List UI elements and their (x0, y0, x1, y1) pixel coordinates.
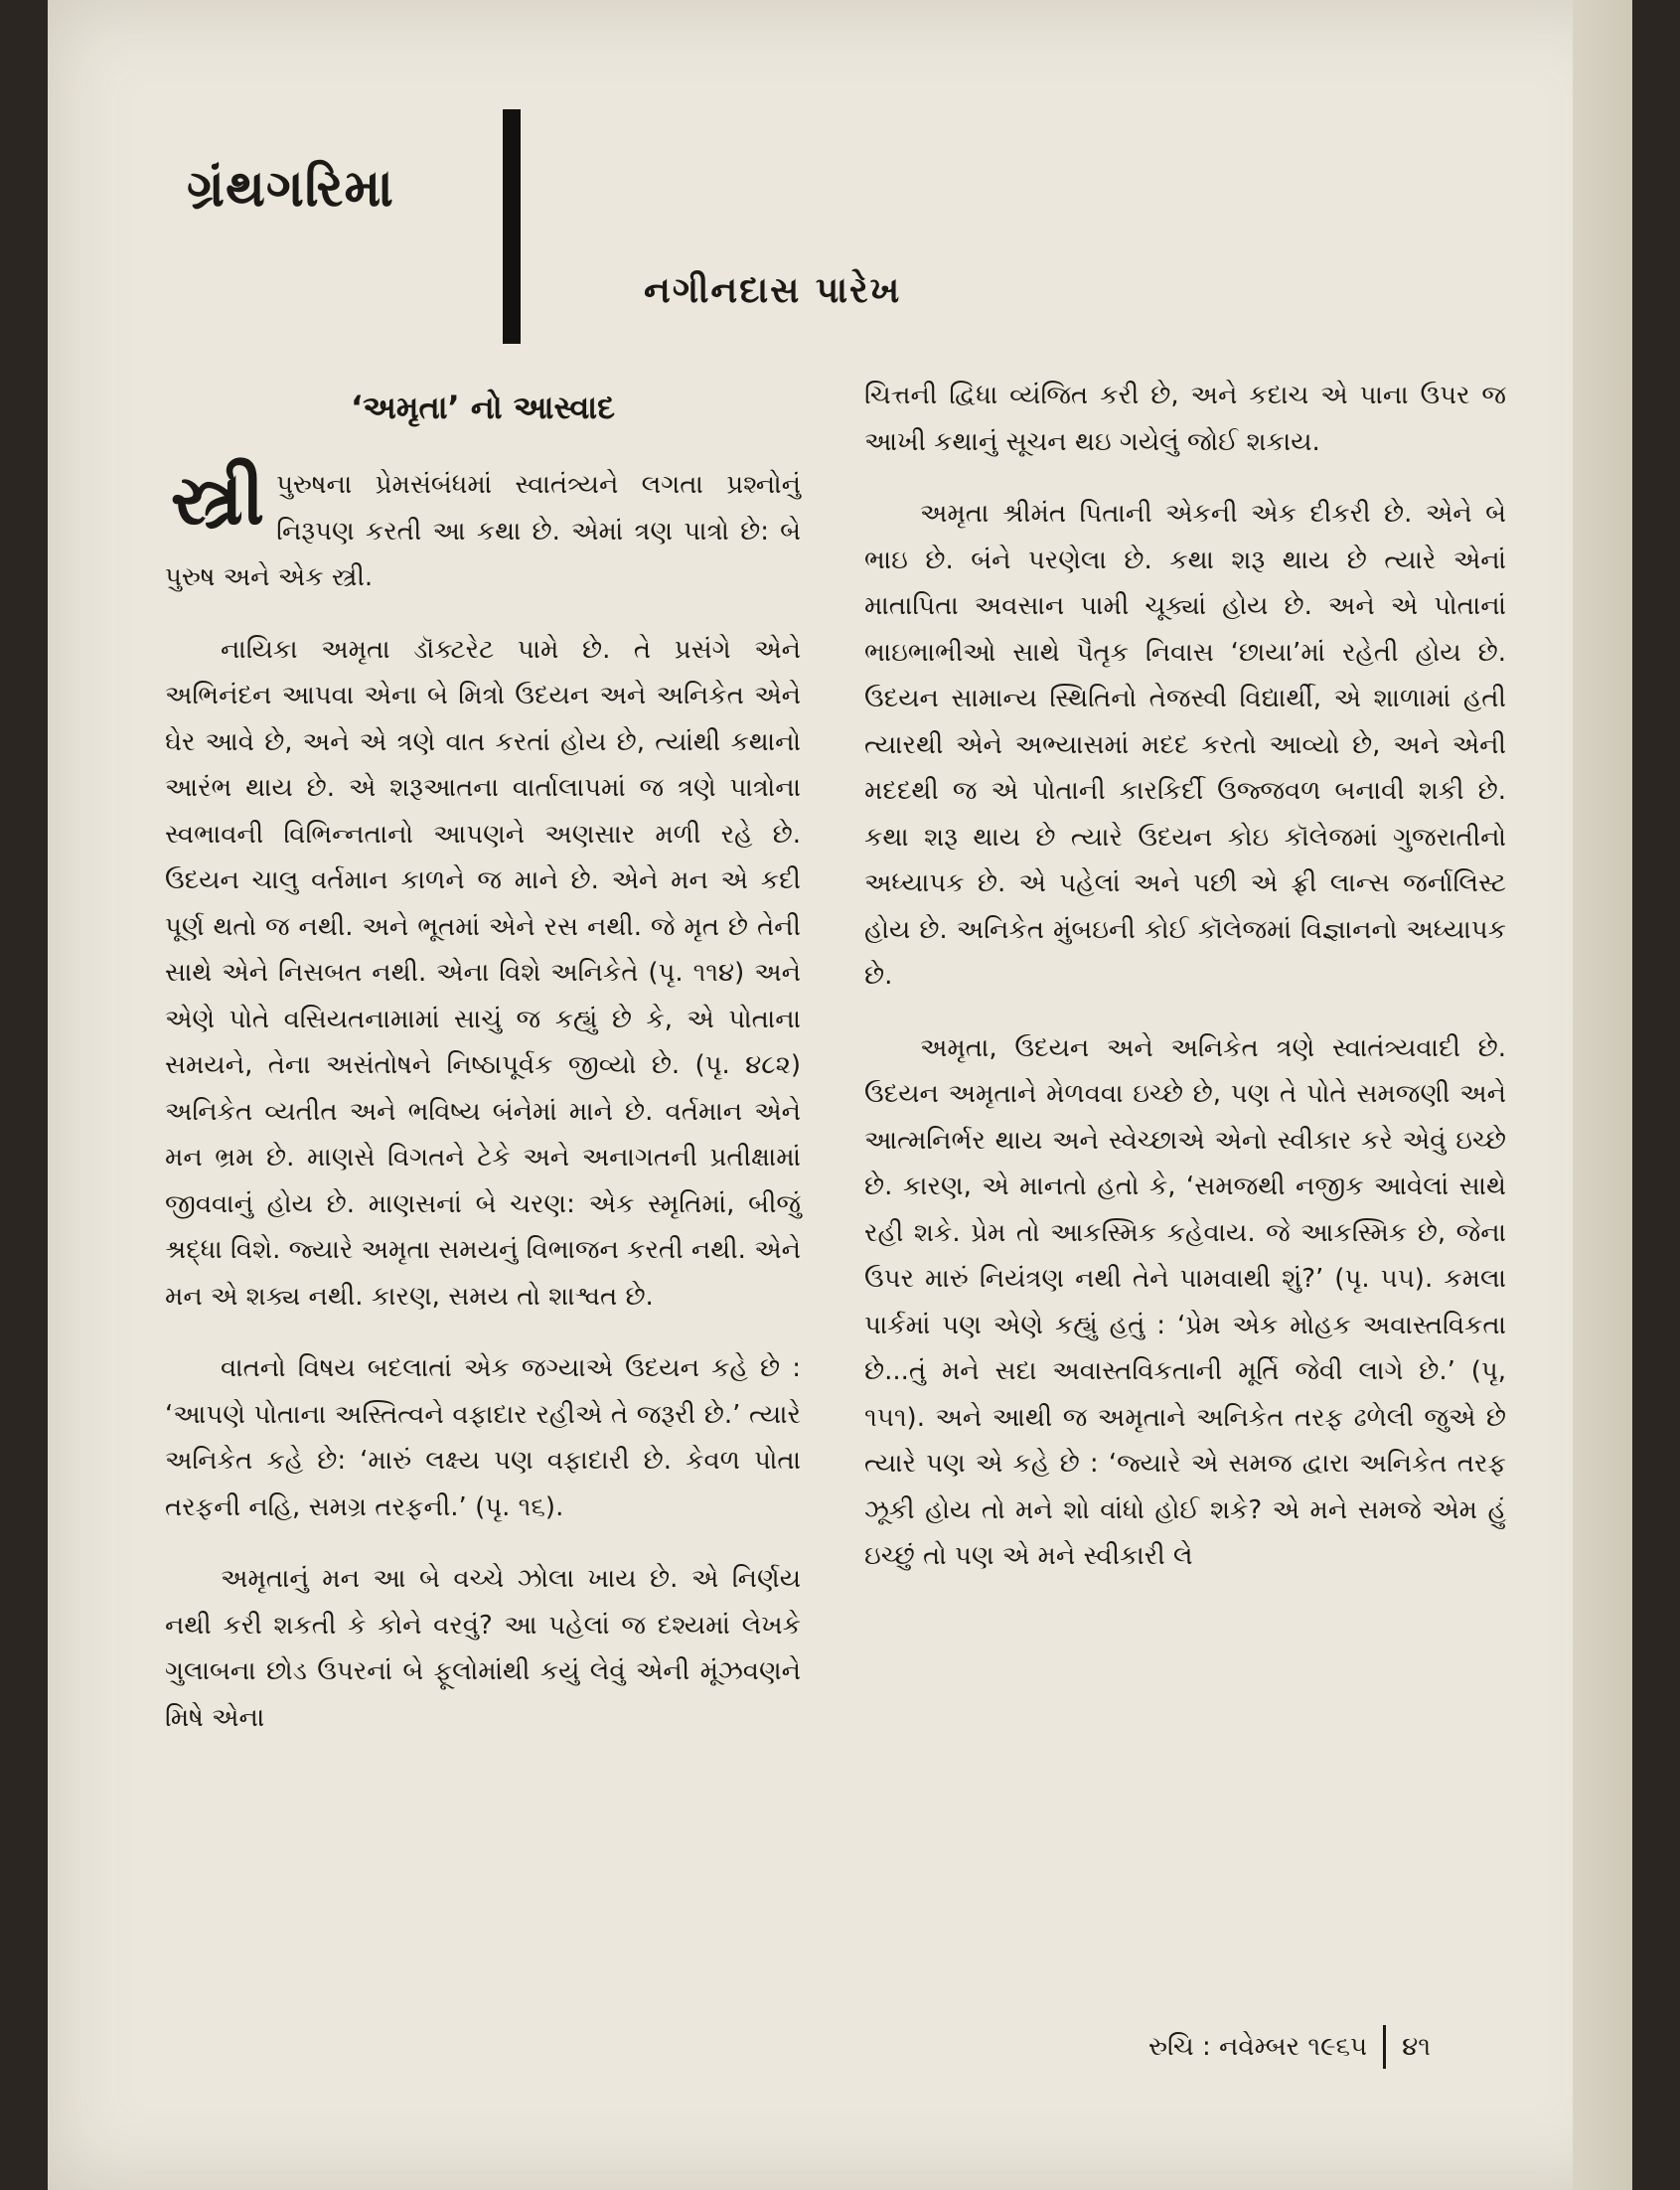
paragraph: અમૃતાનું મન આ બે વચ્ચે ઝોલા ખાય છે. એ નિર્ણય નથી કરી શકતી કે કોને વરવું? આ પહેલાં જ દશ્યમાં લેખકે ગુલાબના છોડ ઉપરનાં બે ફૂલોમાંથી કયું લેવું એની મૂંઝવણને મિષે એના (165, 1564, 801, 1733)
article-title: ‘અમૃતા’ નો આસ્વાદ (350, 389, 616, 426)
paragraph (165, 456, 801, 601)
left-column (165, 383, 801, 1767)
page-number: ૪૧ (1402, 2031, 1432, 2062)
vertical-rule (503, 109, 521, 344)
paragraph: અમૃતા, ઉદયન અને અનિકેત ત્રણે સ્વાતંત્ર્યવાદી છે. ઉદયન અમૃતાને મેળવવા ઇચ્છે છે, પણ તે પોતે સમજણી અને આત્મનિર્ભર થાય અને સ્વેચ્છાએ એનો સ્વીકાર કરે એવું ઇચ્છે છે. કારણ, એ માનતો હતો કે, ‘સમજથી નજીક આવેલાં સાથે રહી શકે. પ્રેમ તો આકસ્મિક કહેવાય. જે આકસ્મિક છે, જેના ઉપર મારું નિયંત્રણ નથી તેને પામવાથી શું?’ (પૃ. ૫૫). કમલા પાર્કમાં પણ એણે કહ્યું હતું : ‘પ્રેમ એક મોહક અવાસ્તવિકતા છે...તું મને સદા અવાસ્તવિકતાની મૂર્તિ જેવી લાગે છે.’ (પૃ, ૧૫૧). અને આથી જ અમૃતાને અનિકેત તરફ ઢળેલી જુએ છે ત્યારે પણ એ કહે છે : ‘જ્યારે એ સમજ દ્વારા અનિકેત તરફ ઝૂકી હોય તો મને શો વાંધો હોઈ શકે? એ મને સમજે એમ હું ઇચ્છું તો પણ એ મને સ્વીકારી લે (864, 1032, 1506, 1571)
paragraph: નાયિકા અમૃતા ડૉક્ટરેટ પામે છે. તે પ્રસંગે એને અભિનંદન આપવા એના બે મિત્રો ઉદયન અને અનિકેત એને ઘેર આવે છે, અને એ ત્રણે વાત કરતાં હોય છે, ત્યાંથી કથાનો આરંભ થાય છે. એ શરૂઆતના વાર્તાલાપમાં જ ત્રણે પાત્રોના સ્વભાવની વિભિન્નતાનો આપણને અણસાર મળી રહે છે. ઉદયન ચાલુ વર્તમાન કાળને જ માને છે. એને મન એ કદી પૂર્ણ થતો જ નથી. અને ભૂતમાં એને રસ નથી. જે મૃત છે તેની સાથે એને નિસબત નથી. એના વિશે અનિકેતે (પૃ. ૧૧૪) અને એણે પોતે વસિયતનામામાં સાચું જ કહ્યું છે કે, એ પોતાના સમયને, તેના અસંતોષને નિષ્ઠાપૂર્વક જીવ્યો છે. (પૃ. ૪૮૨) અનિકેત વ્યતીત અને ભવિષ્ય બંનેમાં માને છે. વર્તમાન એને મન ભ્રમ છે. માણસે વિગતને ટેકે અને અનાગતની પ્રતીક્ષામાં જીવવાનું હોય છે. માણસનાં બે ચરણ: એક સ્મૃતિમાં, બીજું શ્રદ્ધા વિશે. જ્યારે અમૃતા સમયનું વિભાજન કરતી નથી. એને મન એ શક્ય નથી. કારણ, સમય તો શાશ્વત છે. (165, 634, 801, 1312)
page-edge (1573, 0, 1632, 2190)
magazine-issue: રુચિ : નવેમ્બર ૧૯૬૫ (1148, 2031, 1368, 2062)
section-title: ગ્રંથગરિમા (187, 159, 394, 219)
paragraph-text: પુરુષના પ્રેમસંબંધમાં સ્વાતંત્ર્યને લગતા પ્રશ્નોનું નિરૂપણ કરતી આ કથા છે. એમાં ત્રણ પાત્રો છે: બે પુરુષ અને એક સ્ત્રી. (165, 470, 801, 592)
author-name: નગીનદાસ પારેખ (644, 270, 902, 311)
paragraph: ચિત્તની દ્વિધા વ્યંજિત કરી છે, અને કદાચ એ પાના ઉપર જ આખી કથાનું સૂચન થઇ ગયેલું જોઈ શકાય. (864, 381, 1506, 457)
drop-cap: સ્ત્રી (171, 456, 265, 542)
paragraph: અમૃતા શ્રીમંત પિતાની એકની એક દીકરી છે. એને બે ભાઇ છે. બંને પરણેલા છે. કથા શરૂ થાય છે ત્યારે એનાં માતાપિતા અવસાન પામી ચૂક્યાં હોય છે. અને એ પોતાનાં ભાઇભાભીઓ સાથે પૈતૃક નિવાસ ‘છાયા’માં રહેતી હોય છે. ઉદયન સામાન્ય સ્થિતિનો તેજસ્વી વિદ્યાર્થી, એ શાળામાં હતી ત્યારથી એને અભ્યાસમાં મદદ કરતો આવ્યો છે, અને એની મદદથી જ એ પોતાની કારકિર્દી ઉજ્જવળ બનાવી શકી છે. કથા શરૂ થાય છે ત્યારે ઉદયન કોઇ કૉલેજમાં ગુજરાતીનો અધ્યાપક છે. એ પહેલાં અને પછી એ ફ્રી લાન્સ જર્નાલિસ્ટ હોય છે. અનિકેત મુંબઇની કોઈ કૉલેજમાં વિજ્ઞાનનો અધ્યાપક છે. (864, 499, 1506, 991)
paragraph: વાતનો વિષય બદલાતાં એક જગ્યાએ ઉદયન કહે છે : ‘આપણે પોતાના અસ્તિત્વને વફાદાર રહીએ તે જરૂરી છે.’ ત્યારે અનિકેત કહે છે: ‘મારું લક્ષ્ય પણ વફાદારી છે. કેવળ પોતા તરફની નહિ, સમગ્ર તરફની.’ (પૃ. ૧૬). (165, 1353, 801, 1522)
magazine-page (48, 0, 1632, 2190)
right-column (864, 373, 1506, 1606)
page-footer (1148, 2025, 1431, 2069)
footer-divider (1383, 2025, 1386, 2069)
